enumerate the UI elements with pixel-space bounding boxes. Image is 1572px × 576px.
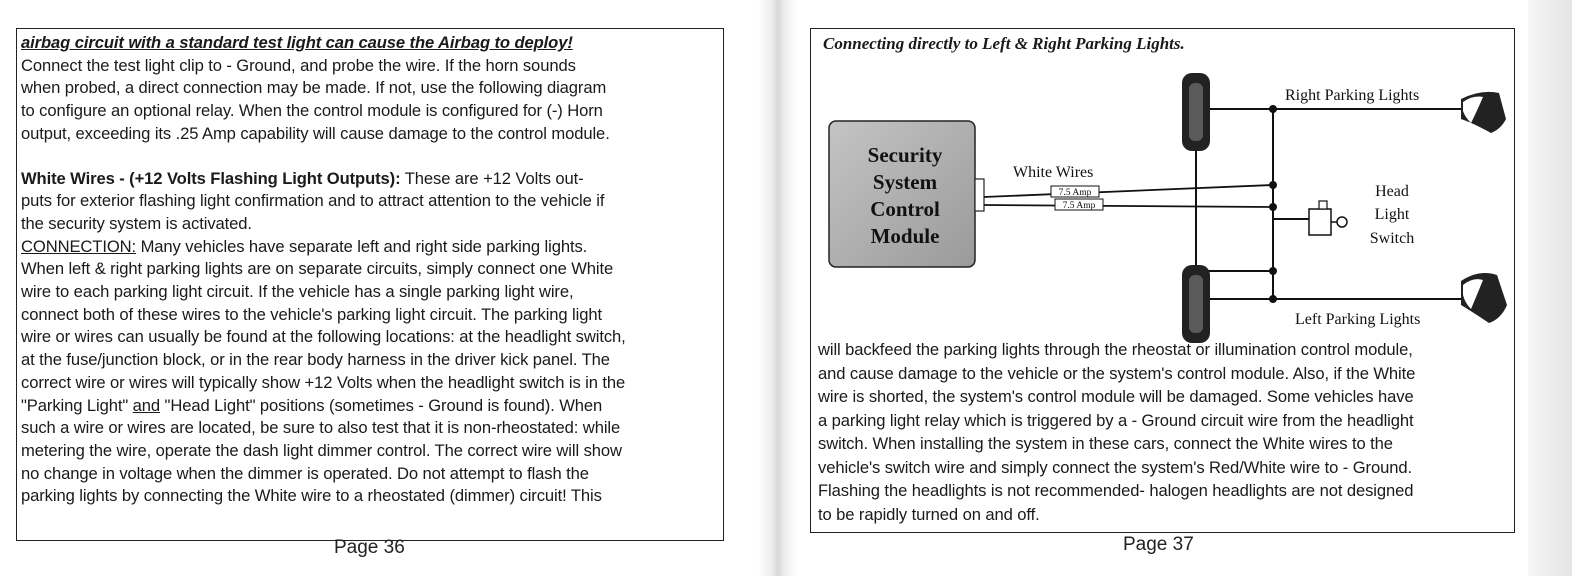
rear-lamp-left <box>1461 273 1507 323</box>
switch-label-line-1: Head <box>1375 183 1409 200</box>
connection-line-7: correct wire or wires will typically show +12 Volts when the headlight switch is in the <box>21 372 626 392</box>
parking-light-wiring-diagram <box>811 59 1511 359</box>
airbag-warning: airbag circuit with a standard test light can cause the Airbag to deploy! <box>21 33 573 52</box>
left-parking-lights-label: Left Parking Lights <box>1295 311 1421 328</box>
white-wires-line-1: White Wires - (+12 Volts Flashing Light Outputs): These are +12 Volts out- <box>21 168 584 188</box>
connection-line-2: When left & right parking lights are on separate circuits, simply connect one White <box>21 259 614 279</box>
page-36-text-box <box>16 28 724 541</box>
module-label-line-1: Security <box>867 143 943 167</box>
white-wires-heading: White Wires - (+12 Volts Flashing Light Outputs): <box>21 168 401 188</box>
switch-label-line-3: Switch <box>1369 230 1415 247</box>
headlight-switch-body <box>1309 209 1331 235</box>
page-37-box <box>810 28 1515 533</box>
switch-label-line-2: Light <box>1374 206 1410 223</box>
front-lamp-top <box>1182 73 1210 151</box>
body-line-8: to be rapidly turned on and off. <box>818 504 1040 524</box>
diagram-title: Connecting directly to Left & Right Parking Lights. <box>823 34 1185 53</box>
connection-line-6: at the fuse/junction block, or in the rear body harness in the driver kick panel. The <box>21 350 610 370</box>
positions-line: "Parking Light" and "Head Light" positions (sometimes - Ground is found). When <box>21 395 603 415</box>
white-wires-line-3: the security system is activated. <box>21 213 252 233</box>
fuse-lower-label: 7.5 Amp <box>1062 201 1096 211</box>
body-line-5: switch. When installing the system in these cars, connect the White wires to the <box>818 434 1393 453</box>
final-line-2: metering the wire, operate the dash light dimmer control. The correct wire will show <box>21 440 622 460</box>
rear-lamp-right <box>1461 92 1506 133</box>
final-line-4: parking lights by connecting the White wire to a rheostated (dimmer) circuit! This <box>21 486 602 506</box>
fuse-upper-label: 7.5 Amp <box>1058 188 1092 198</box>
page-number-36: Page 36 <box>334 537 405 558</box>
connection-label: CONNECTION: <box>21 236 137 256</box>
module-label-line-4: Module <box>870 224 940 248</box>
next-page-edge <box>1528 0 1572 576</box>
page-36-body <box>21 32 721 508</box>
module-label-line-3: Control <box>870 197 940 221</box>
body-line-3: wire is shorted, the system's control module will be damaged. Some vehicles have <box>818 387 1414 406</box>
body-line-2: and cause damage to the vehicle or the system's control module. Also, if the White <box>818 363 1416 383</box>
page-37-body <box>818 338 1512 526</box>
connection-line-3: wire to each parking light circuit. If the vehicle has a single parking light wire, <box>21 282 574 302</box>
page-number-37: Page 37 <box>1123 534 1194 555</box>
connection-line-4: connect both of these wires to the vehicle's parking light circuit. The parking light <box>21 304 602 324</box>
connection-line-5: wire or wires can usually be found at the following locations: at the headlight switch, <box>21 327 626 347</box>
final-line-1: such a wire or wires are located, be sure to also test that it is non-rheostated: while <box>21 418 621 438</box>
headlight-switch-knob <box>1337 217 1347 227</box>
white-wires-line-2: puts for exterior flashing light confirmation and to attract attention to the vehicle if <box>21 191 605 211</box>
horn-line-1: Connect the test light clip to - Ground, and probe the wire. If the horn sounds <box>21 55 576 75</box>
final-line-3: no change in voltage when the dimmer is operated. Do not attempt to flash the <box>21 463 589 483</box>
white-wires-label: White Wires <box>1013 164 1094 181</box>
module-label-line-2: System <box>872 170 938 194</box>
module-connector <box>975 179 984 211</box>
body-line-7: Flashing the headlights is not recommended- halogen headlights are not designed <box>818 481 1414 500</box>
connection-line-1: CONNECTION: Many vehicles have separate left and right side parking lights. <box>21 236 588 256</box>
body-line-6: vehicle's switch wire and simply connect the system's Red/White wire to - Ground. <box>818 457 1412 477</box>
white-wire-lower <box>984 205 1273 207</box>
horn-line-2: when probed, a direct connection may be made. If not, use the following diagram <box>21 78 607 98</box>
book-gutter <box>758 0 798 576</box>
horn-line-3: to configure an optional relay. When the control module is configured for (-) Horn <box>21 101 603 121</box>
body-line-1: will backfeed the parking lights through the rheostat or illumination control module, <box>818 340 1413 359</box>
front-lamp-bottom <box>1182 265 1210 343</box>
white-wire-upper <box>984 185 1273 197</box>
horn-line-4: output, exceeding its .25 Amp capability will cause damage to the control module. <box>21 123 610 143</box>
right-parking-lights-label: Right Parking Lights <box>1285 87 1420 104</box>
body-line-4: a parking light relay which is triggered by a - Ground circuit wire from the headlight <box>818 410 1414 430</box>
